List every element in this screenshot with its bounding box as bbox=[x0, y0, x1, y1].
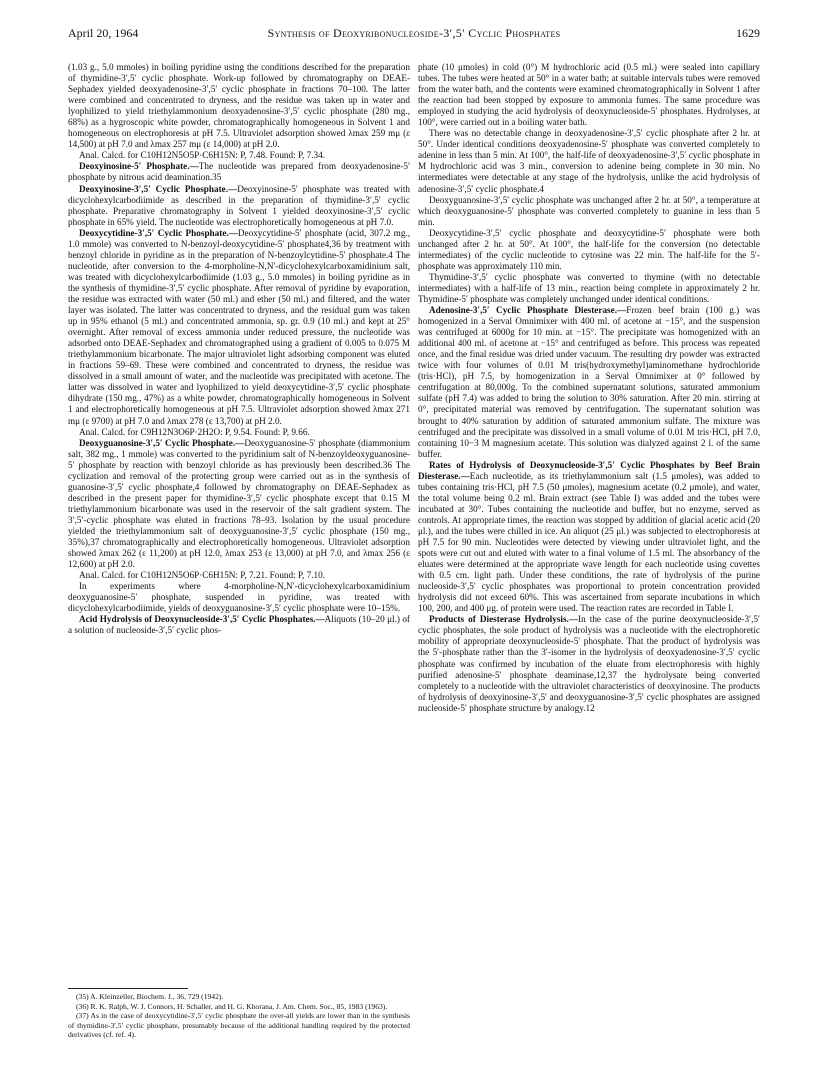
paragraph: Products of Diesterase Hydrolysis.—In the case of the purine deoxynucleoside-3′,5′ cyclic phosphates, the sole product of hydrolysis was a nucleotide with the electrophoretic mobility of appropriate deoxynucleoside-5′ phosphate. That the product of hydrolysis was the 5′-phosphate rather than the 3′-isomer in the hydrolysis of deoxyadenosine-3′,5′ cyclic phosphate was confirmed by incubation of the eluate from electrophoresis with highly purified adenosine-5′ phosphate deaminase,12,37 the hydrolysate being converted completely to a nucleotide with the ultraviolet characteristics of deoxyinosine. The products of hydrolysis of deoxyinosine-3′,5′ and deoxyguanosine-3′,5′ cyclic phosphates are assigned nucleoside-5′ phosphate structure by analogy.12 bbox=[418, 614, 760, 713]
right-column bbox=[418, 62, 760, 714]
run-in-heading: Acid Hydrolysis of Deoxynucleoside-3′,5′ Cyclic Phosphates.— bbox=[79, 614, 325, 625]
footnote: (36) R. K. Ralph, W. J. Connors, H. Schaller, and H. G. Khorana, J. Am. Chem. Soc., 85, 1983 (1963). bbox=[76, 1001, 388, 1011]
footnote-rule bbox=[68, 988, 188, 989]
page-number: 1629 bbox=[736, 26, 760, 40]
running-header bbox=[68, 26, 760, 42]
paragraph: Anal. Calcd. for C10H12N5O6P·C6H15N: P, 7.21. Found: P, 7.10. bbox=[79, 570, 326, 581]
paragraph: Anal. Calcd. for C9H12N3O6P·2H2O: P, 9.54. Found: P, 9.66. bbox=[79, 426, 310, 437]
paragraph: Deoxyguanosine-3′,5′ Cyclic Phosphate.—Deoxyguanosine-5′ phosphate (diammonium salt, 382 mg., 1 mmole) was converted to the pyridinium salt of N-benzoyldeoxyguanosine-5′ phosphate by reaction with benzoyl chloride as has previously been described.36 The cyclization and removal of the protecting group were carried out as in the synthesis of guanosine-3′,5′ cyclic phosphate,4 followed by chromatography on DEAE-Sephadex as described in the present paper for thymidine-3′,5′ cyclic phosphate except that 0.15 M triethylammonium bicarbonate was used in the reservoir of the salt gradient system. The 3′,5′-cyclic phosphate was eluted in fractions 78–93. Isolation by the usual procedure yielded the triethylammonium salt of deoxyguanosine-3′,5′ cyclic phosphate (150 mg., 35%),37 chromatographically and electrophoretically homogeneous. Ultraviolet adsorption showed λmax 262 (ε 11,200) at pH 12.0, λmax 253 (ε 13,000) at pH 7.0, and λmax 256 (ε 12,600) at pH 2.0. bbox=[68, 437, 410, 570]
paragraph: Thymidine-3′,5′ cyclic phosphate was converted to thymine (with no detectable intermediates) with a half-life of 13 min., reaction being complete in approximately 2 hr. Thymidine-5′ phosphate was completely unchanged under identical conditions. bbox=[418, 271, 760, 304]
paragraph: Deoxyguanosine-3′,5′ cyclic phosphate was unchanged after 2 hr. at 50°, a temperature at which deoxyguanosine-5′ phosphate was converted completely to guanine in less than 5 min. bbox=[418, 194, 760, 227]
footnote: (35) A. Kleinzeller, Biochem. J., 36, 729 (1942). bbox=[76, 992, 224, 1001]
paragraph: Deoxyinosine-5′ Phosphate.—The nucleotide was prepared from deoxyadenosine-5′ phosphate by nitrous acid deamination.35 bbox=[68, 161, 410, 183]
paragraph: Deoxycytidine-3′,5′ cyclic phosphate and deoxycytidine-5′ phosphate were both unchanged after 2 hr. at 50°. At 100°, the half-life for the conversion (no detectable intermediates) of the cyclic nucleotide to cytosine was 22 min. The half-life for the 5′-phosphate was approximately 110 min. bbox=[418, 227, 760, 271]
run-in-heading: Deoxyinosine-5′ Phosphate.— bbox=[79, 161, 199, 172]
run-in-heading: Rates of Hydrolysis of Deoxynucleoside-3′,5′ Cyclic Phosphates by Beef Brain Diesterase.— bbox=[418, 459, 760, 481]
footnote: (37) As in the case of deoxycytidine-3′,5′ cyclic phosphate the over-all yields are lower than in the synthesis of thymidine-3′,5′ cyclic phosphate, presumably because of the additional handling required by the protected derivatives (cf. ref. 4). bbox=[68, 1011, 410, 1039]
paragraph: Acid Hydrolysis of Deoxynucleoside-3′,5′ Cyclic Phosphates.—Aliquots (10–20 μl.) of a solution of nucleoside-3′,5′ cyclic phos- bbox=[68, 614, 410, 636]
paragraph: (1.03 g., 5.0 mmoles) in boiling pyridine using the conditions described for the preparation of thymidine-3′,5′ cyclic phosphate. Work-up followed by chromatography on DEAE-Sephadex yielded deoxyadenosine-3′,5′ cyclic phosphate in fractions 70–100. The latter were combined and concentrated to dryness, and the residue was taken up in water and lyophilized to yield triethylammonium deoxyadenosine-3′,5′ cyclic phosphate (280 mg., 68%) as a hygroscopic white powder, chromatographically homogeneous in Solvent 1 and homogeneous on electrophoresis at pH 7.5. Ultraviolet adsorption showed λmax 259 mμ (ε 14,500) at pH 7.0 and λmax 257 mμ (ε 14,000) at pH 2.0. bbox=[68, 62, 410, 150]
header-title: Synthesis of Deoxyribonucleoside-3′,5′ Cyclic Phosphates bbox=[267, 26, 561, 40]
left-column bbox=[68, 62, 410, 636]
paragraph: In experiments where 4-morpholine-N,N′-dicyclohexylcarboxamidinium deoxyguanosine-5′ phosphate, suspended in pyridine, was treated with dicyclohexylcarbodiimide, yields of deoxyguanosine-3′,5′ cyclic phosphate were 10–15%. bbox=[68, 581, 410, 614]
run-in-heading: Deoxyguanosine-3′,5′ Cyclic Phosphate.— bbox=[79, 437, 245, 448]
paragraph: Anal. Calcd. for C10H12N5O5P·C6H15N: P, 7.48. Found: P, 7.34. bbox=[79, 150, 326, 161]
paragraph: Rates of Hydrolysis of Deoxynucleoside-3′,5′ Cyclic Phosphates by Beef Brain Diesterase.—Each nucleotide, as its triethylammonium salt (1.5 μmoles), was added to tubes containing tris·HCl, pH 7.5 (50 μmoles), magnesium acetate (0.2 μmole), and water, the total volume being 0.2 ml. Brain extract (see Table I) was added and the tubes were incubated at 30°. Tubes containing the nucleotide and buffer, but no enzyme, served as controls. At appropriate times, the reaction was stopped by addition of glacial acetic acid (20 μl.), and the tubes were chilled in ice. An aliquot (25 μl.) was subjected to electrophoresis at pH 7.5 for 90 min. Nucleotides were detected by viewing under ultraviolet light, and the spots were cut out and eluted with water to a final volume of 1.5 ml. The absorbancy of the eluates were determined at the appropriate wave length for each nucleotide using cuvettes with 0.5 cm. light path. Under these conditions, the rate of hydrolysis of the purine nucleoside-3′,5′ cyclic phosphates was proportional to protein concentration provided hydrolysis did not exceed 60%. This was ascertained from separate incubations in which 100, 200, and 400 μg. of protein were used. The reaction rates are recorded in Table I. bbox=[418, 459, 760, 614]
header-date: April 20, 1964 bbox=[68, 26, 139, 40]
paragraph: Deoxycytidine-3′,5′ Cyclic Phosphate.—Deoxycytidine-5′ phosphate (acid, 307.2 mg., 1.0 mmole) was converted to N-benzoyl-deoxycytidine-5′ phosphate4,36 by treatment with benzoyl chloride in pyridine as in the preparation of N-benzoylcytidine-5′ phosphate.4 The nucleotide, after conversion to the 4-morpholine-N,N′-dicyclohexylcarboxamidinium salt, was treated with dicyclohexylcarbodiimide (1.03 g., 5.0 mmoles) in boiling pyridine as in the synthesis of thymidine-3′,5′ cyclic phosphate. After removal of pyridine by evaporation, the residue was extracted with water (50 ml.) and ether (50 ml.) and filtered, and the water layer was isolated. The latter was concentrated to dryness, and the residual gum was taken up in 95% ethanol (5 ml.) and concentrated ammonia, sp. gr. 0.9 (10 ml.) and kept at 25° overnight. After removal of excess ammonia under reduced pressure, the nucleotide was adsorbed onto DEAE-Sephadex and chromatographed using a gradient of 0.005 to 0.075 M triethylammonium bicarbonate. The major ultraviolet light adsorbing component was eluted in fractions 59–69. These were combined and concentrated to dryness, the residue was dissolved in a small amount of water, and the nucleotide was precipitated with acetone. The latter was dissolved in water and lyophilized to yield deoxycytidine-3′,5′ cyclic phosphate dihydrate (150 mg., 47%) as a white powder, chromatographically homogeneous in Solvent 1 and electrophoretically homogeneous at pH 7.5. Ultraviolet adsorption showed λmax 271 mμ (ε 9700) at pH 7.0 and λmax 278 (ε 13,700) at pH 2.0. bbox=[68, 227, 411, 426]
run-in-heading: Deoxyinosine-3′,5′ Cyclic Phosphate.— bbox=[79, 183, 238, 194]
paragraph: Deoxyinosine-3′,5′ Cyclic Phosphate.—Deoxyinosine-5′ phosphate was treated with dicyclohexylcarbodiimide as described in the preparation of thymidine-3′,5′ cyclic phosphate. Preparative chromatography in Solvent 1 yielded deoxyinosine-3′,5′ cyclic phosphate in 65% yield. The nucleotide was electrophoretically homogeneous at pH 7.0. bbox=[68, 183, 410, 227]
paragraph: phate (10 μmoles) in cold (0°) M hydrochloric acid (0.5 ml.) were sealed into capillary tubes. The tubes were heated at 50° in a water bath; at suitable intervals tubes were removed from the water bath, and the contents were examined chromatographically in Solvent 1 after the reaction had been stopped by exposure to ammonia fumes. The same procedure was employed in studying the acid hydrolysis of deoxynucleoside-5′ phosphates. Hydrolyses, at 100°, were carried out in a boiling water bath. bbox=[418, 62, 760, 128]
run-in-heading: Adenosine-3′,5′ Cyclic Phosphate Diesterase.— bbox=[429, 305, 627, 316]
footnotes bbox=[68, 988, 410, 1040]
paragraph: There was no detectable change in deoxyadenosine-3′,5′ cyclic phosphate after 2 hr. at 50°. Under identical conditions deoxyadenosine-5′ phosphate was converted completely to adenine in less than 5 min. At 100°, the half-life of deoxyadenosine-3′,5′ cyclic phosphate in M hydrochloric acid was 3 min., conversion to adenine being complete in 30 min. No intermediates were detectable at any stage of the hydrolysis, unlike the acid hydrolysis of adenosine-3′,5′ cyclic phosphate.4 bbox=[418, 128, 760, 194]
run-in-heading: Products of Diesterase Hydrolysis.— bbox=[429, 614, 579, 625]
run-in-heading: Deoxycytidine-3′,5′ Cyclic Phosphate.— bbox=[79, 227, 238, 238]
paragraph: Adenosine-3′,5′ Cyclic Phosphate Diesterase.—Frozen beef brain (100 g.) was homogenized in a Serval Omnimixer with 400 ml. of acetone at −15°, and the suspension was centrifuged at 6000g for 10 min. at −15°. The precipitate was homogenized with an additional 400 ml. of acetone at −15° and centrifuged as before. This process was repeated once, and the final residue was dried under vacuum. The resulting dry powder was extracted twice with four volumes of 0.01 M tris(hydroxymethyl)aminomethane hydrochloride (tris·HCl), pH 7.5, by homogenization in a Serval Omnimixer at 0° followed by centrifugation at 80,000g. To the combined supernatant solutions, saturated ammonium sulfate (pH 7.4) was added to bring the solution to 30% saturation. After 20 min. stirring at 0°, precipitated material was removed by centrifugation. The supernatant solution was brought to 40% saturation by addition of saturated ammonium sulfate. The mixture was centrifuged and the precipitate was dissolved in a small volume of 0.01 M tris·HCl, pH 7.0, containing 10−3 M magnesium acetate. This solution was dialyzed against 2 l. of the same buffer. bbox=[418, 305, 761, 459]
